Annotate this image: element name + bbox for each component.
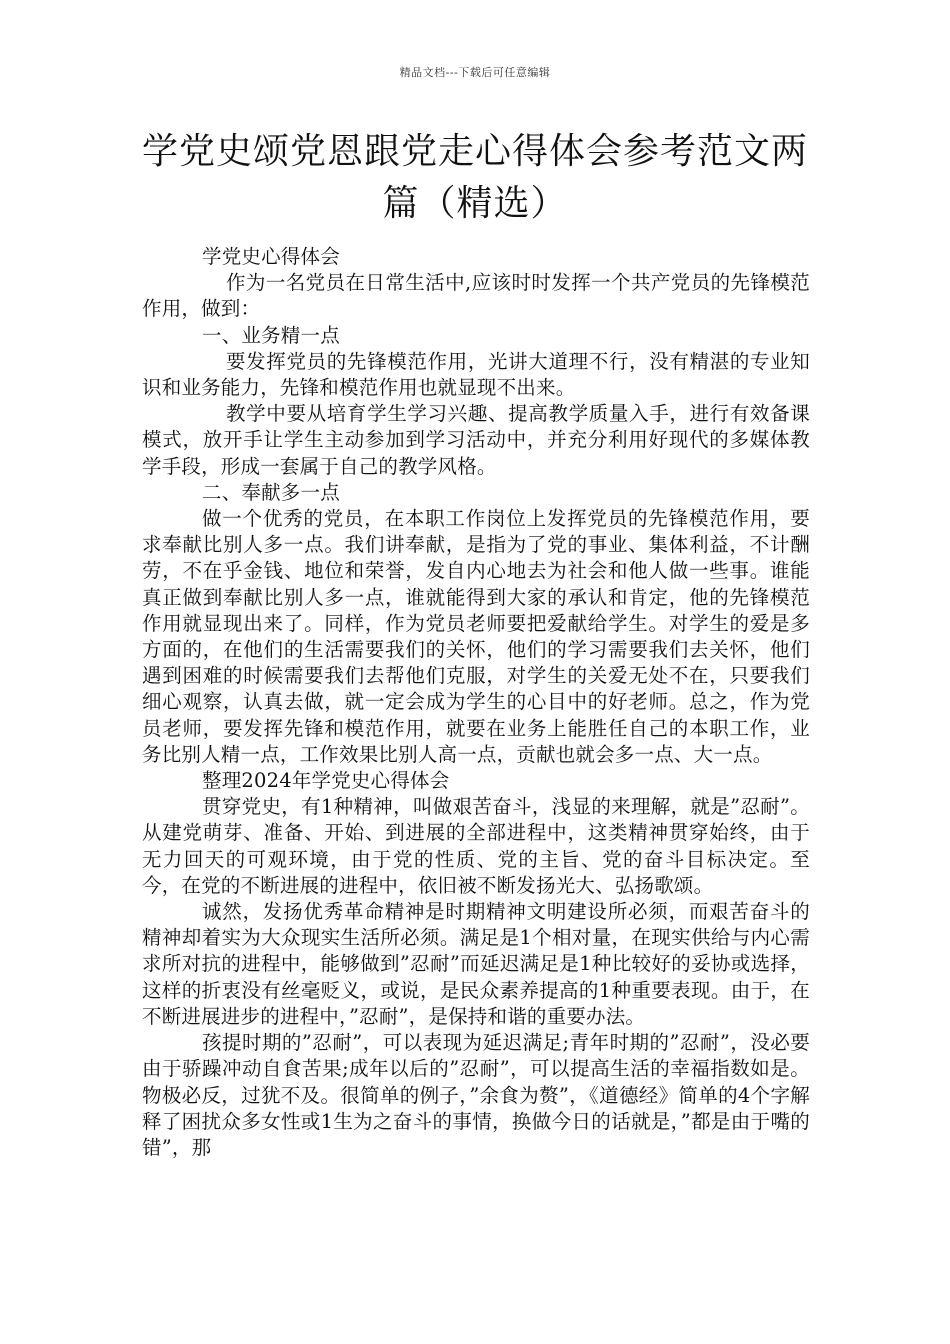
paragraph: 做一个优秀的党员，在本职工作岗位上发挥党员的先锋模范作用，要求奉献比别人多一点。我们讲奉献，是指为了党的事业、集体利益，不计酬劳，不在乎金钱、地位和荣誉，发自内心地去为社会和他人做一些事。谁能真正做到奉献比别人多一点，谁就能得到大家的承认和肯定，他的先锋模范作用就显现出来了。同样，作为党员老师要把爱献给学生。对学生的爱是多方面的，在他们的生活需要我们的关怀，他们的学习需要我们去关怀，他们遇到困难的时候需要我们去帮他们克服，对学生的关爱无处不在，只要我们细心观察，认真去做，就一定会成为学生的心目中的好老师。总之，作为党员老师，要发挥先锋和模范作用，就要在业务上能胜任自己的本职工作，业务比别人精一点，工作效果比别人高一点，贡献也就会多一点、大一点。 [142,507,810,766]
paragraph: 要发挥党员的先锋模范作用，光讲大道理不行，没有精湛的专业知识和业务能力，先锋和模范作用也就显现不出来。 [142,349,810,400]
paragraph: 孩提时期的”忍耐”，可以表现为延迟满足;青年时期的”忍耐”，没必要由于骄躁冲动自食苦果;成年以后的”忍耐”，可以提高生活的幸福指数如是。物极必反，过犹不及。很简单的例子，”余食为赘”，《道德经》简单的4个字解释了困扰众多女性或1生为之奋斗的事情，换做今日的话就是，”都是由于嘴的错”，那 [142,1031,810,1159]
section-heading: 整理2024年学党史心得体会 [202,769,450,793]
paragraph: 贯穿党史，有1种精神，叫做艰苦奋斗，浅显的来理解，就是”忍耐”。从建党萌芽、准备、开始、到进展的全部进程中，这类精神贯穿始终，由于无力回天的可观环境，由于党的性质、党的主旨、党的奋斗目标决定。至今，在党的不断进展的进程中，依旧被不断发扬光大、弘扬歌颂。 [142,795,810,897]
document-body [142,244,810,1161]
document-title: 学党史颂党恩跟党走心得体会参考范文两篇（精选） [141,131,808,224]
paragraph: 教学中要从培育学生学习兴趣、提高教学质量入手，进行有效备课模式，放开手让学生主动参加到学习活动中，并充分利用好现代的多媒体教学手段，形成一套属于自己的教学风格。 [142,402,810,478]
section-heading: 学党史心得体会 [202,245,340,268]
page-header-note: 精品文档---下载后可任意编辑 [399,66,551,79]
subsection-heading: 二、奉献多一点 [202,480,340,504]
subsection-heading: 一、业务精一点 [202,323,340,347]
paragraph: 诚然，发扬优秀革命精神是时期精神文明建设所必须，而艰苦奋斗的精神却着实为大众现实生活所必须。满足是1个相对量，在现实供给与内心需求所对抗的进程中，能够做到”忍耐”而延迟满足是1种比较好的妥协或选择，这样的折衷没有丝毫贬义，或说，是民众素养提高的1种重要表现。由于，在不断进展进步的进程中，”忍耐”，是保持和谐的重要办法。 [142,900,810,1028]
paragraph: 作为一名党员在日常生活中,应该时时发挥一个共产党员的先锋模范作用，做到： [142,271,810,321]
